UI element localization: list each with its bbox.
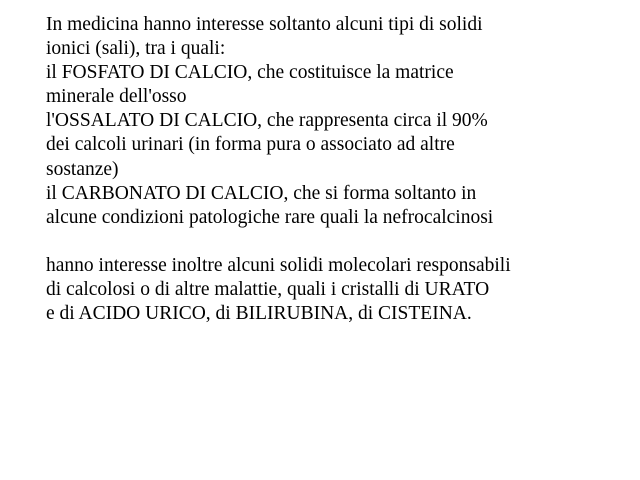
text-line: di calcolosi o di altre malattie, quali i cristalli di URATO [46, 279, 490, 301]
text-line: alcune condizioni patologiche rare quali la nefrocalcinosi [46, 206, 494, 228]
text-line: minerale dell'osso [46, 86, 187, 108]
text-line: il CARBONATO DI CALCIO, che si forma soltanto in [46, 182, 477, 204]
text-line: il FOSFATO DI CALCIO, che costituisce la matrice [46, 62, 454, 84]
text-line: hanno interesse inoltre alcuni solidi molecolari responsabili [46, 254, 511, 276]
text-line: In medicina hanno interesse soltanto alcuni tipi di solidi [46, 14, 483, 35]
text-line: dei calcoli urinari (in forma pura o associato ad altre [46, 134, 455, 156]
paragraph-ionic-solids [46, 13, 636, 230]
text-line: e di ACIDO URICO, di BILIRUBINA, di CISTEINA. [46, 303, 472, 325]
slide-text [46, 13, 636, 326]
paragraph-spacer [46, 230, 636, 254]
text-line: ionici (sali), tra i quali: [46, 38, 226, 60]
text-line: sostanze) [46, 158, 119, 180]
paragraph-molecular-solids [46, 254, 636, 326]
text-line: l'OSSALATO DI CALCIO, che rappresenta circa il 90% [46, 110, 488, 132]
